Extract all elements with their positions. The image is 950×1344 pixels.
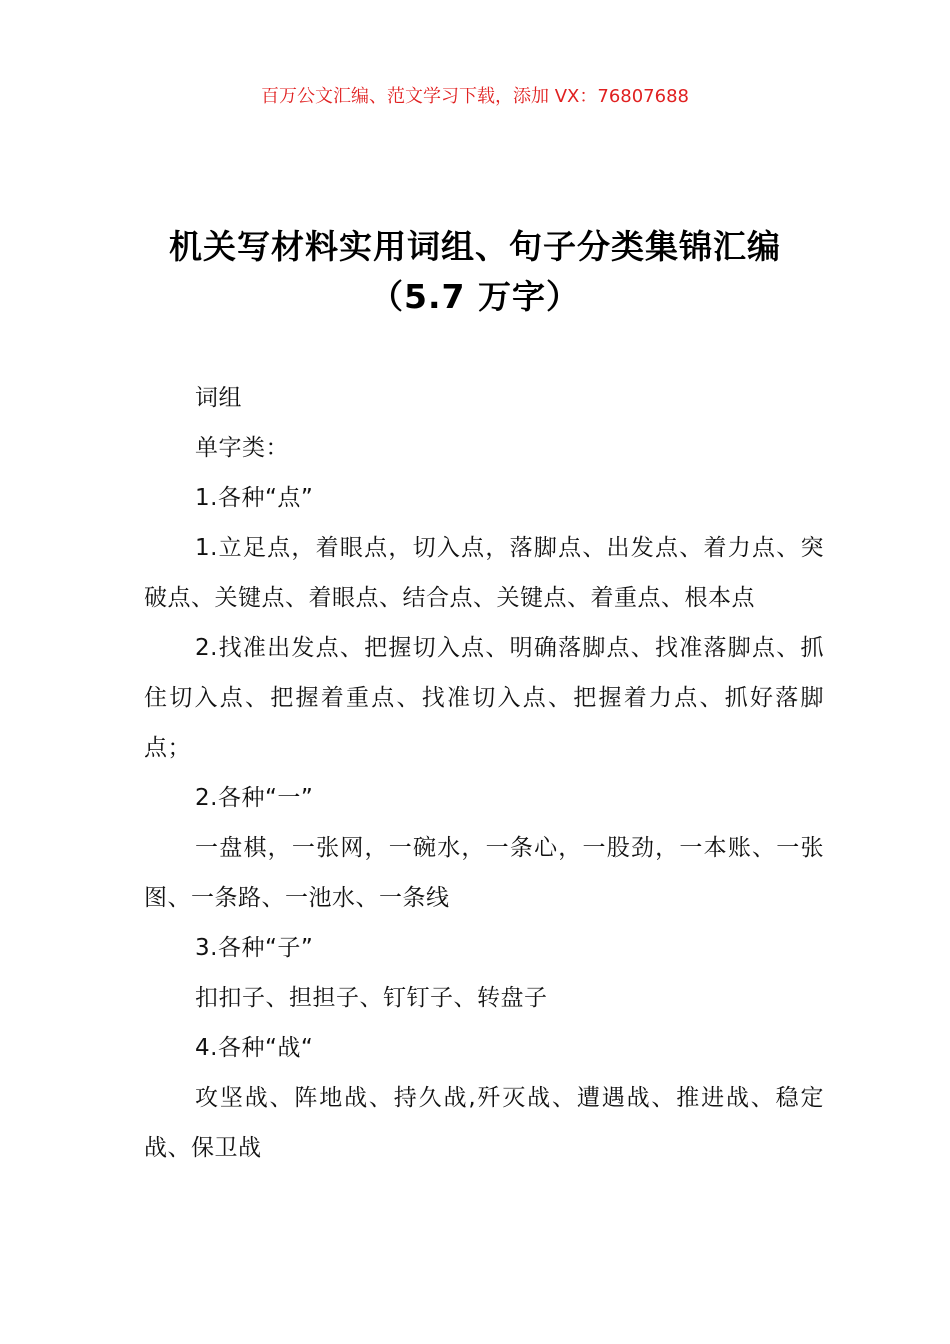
subsection-heading: 单字类： <box>195 435 289 461</box>
document-title <box>0 222 950 322</box>
title-line-2: （5.7 万字） <box>370 277 580 316</box>
category-heading: 3.各种“子” <box>195 935 314 961</box>
category-heading: 2.各种“一” <box>195 785 314 811</box>
title-line-1: 机关写材料实用词组、句子分类集锦汇编 <box>169 227 781 266</box>
header-watermark-note: 百万公文汇编、范文学习下载，添加 VX：76807688 <box>261 86 689 107</box>
category-heading: 1.各种“点” <box>195 485 314 511</box>
document-body <box>144 373 824 1173</box>
body-paragraph: 攻坚战、阵地战、持久战,歼灭战、遭遇战、推进战、稳定战、保卫战 <box>144 1085 824 1161</box>
body-paragraph: 一盘棋，一张网，一碗水，一条心，一股劲，一本账、一张图、一条路、一池水、一条线 <box>144 835 824 911</box>
category-heading: 4.各种“战“ <box>195 1035 314 1061</box>
body-paragraph: 扣扣子、担担子、钉钉子、转盘子 <box>195 985 548 1011</box>
section-heading: 词组 <box>195 385 242 411</box>
body-paragraph: 1.立足点，着眼点，切入点，落脚点、出发点、着力点、突破点、关键点、着眼点、结合点、关键点、着重点、根本点 <box>144 535 824 611</box>
body-paragraph: 2.找准出发点、把握切入点、明确落脚点、找准落脚点、抓住切入点、把握着重点、找准切入点、把握着力点、抓好落脚点； <box>144 635 824 761</box>
